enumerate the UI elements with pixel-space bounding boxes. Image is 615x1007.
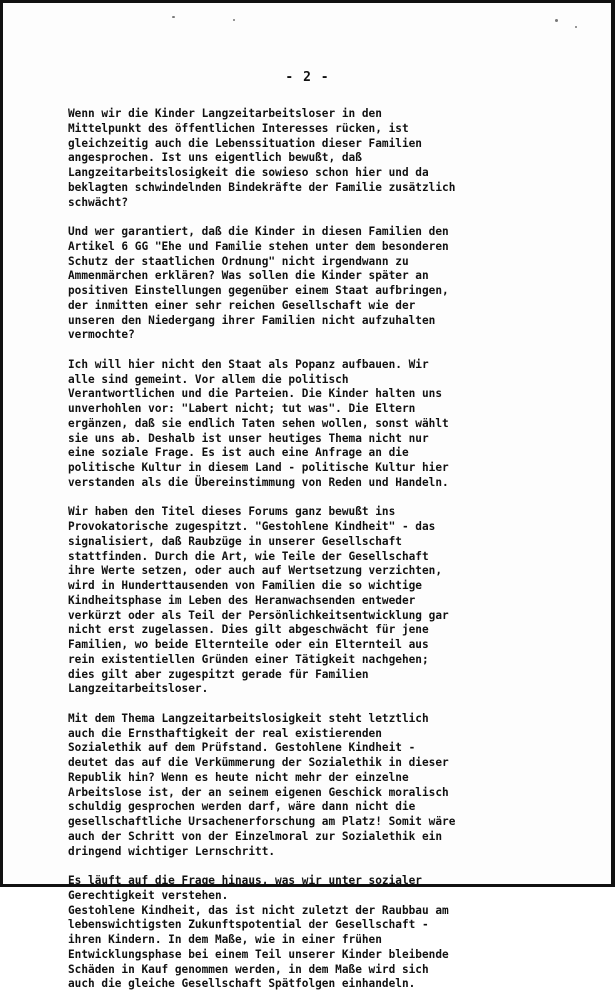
paragraph bbox=[68, 712, 568, 860]
text-line: Provokatorische zugespitzt. "Gestohlene Kindheit" - das bbox=[68, 520, 436, 533]
text-line: Es läuft auf die Frage hinaus, was wir unter sozialer bbox=[68, 874, 422, 887]
text-line: Kindheitsphase im Leben des Heranwachsenden entweder bbox=[68, 593, 416, 607]
text-line: Langzeitarbeitslosigkeit die sowieso schon hier und da bbox=[68, 166, 429, 179]
text-line: schwächt? bbox=[68, 195, 129, 209]
text-line: ihre Werte setzen, oder auch auf Wertsetzung verzichten, bbox=[68, 564, 443, 578]
scan-speck bbox=[233, 19, 235, 21]
text-line: Wir haben den Titel dieses Forums ganz bewußt ins bbox=[68, 505, 396, 519]
text-line: Mittelpunkt des öffentlichen Interesses rücken, ist bbox=[68, 121, 409, 135]
text-line: eine soziale Frage. Es ist auch eine Anfrage an die bbox=[68, 446, 409, 460]
text-line: ergänzen, daß sie endlich Taten sehen wollen, sonst wählt bbox=[68, 416, 449, 430]
text-line: Gerechtigkeit verstehen. bbox=[68, 888, 229, 902]
text-line: nicht erst zugelassen. Dies gilt abgeschwächt für jene bbox=[68, 623, 429, 637]
text-line: Schäden in Kauf genommen werden, in dem Maße wird sich bbox=[68, 962, 429, 976]
text-line: Wenn wir die Kinder Langzeitarbeitsloser in den bbox=[68, 107, 382, 120]
text-line: verkürzt oder als Teil der Persönlichkeitsentwicklung gar bbox=[68, 608, 449, 622]
text-line: der inmitten einer sehr reichen Gesellschaft wie der bbox=[68, 298, 416, 312]
paragraph bbox=[68, 225, 568, 343]
text-line: signalisiert, daß Raubzüge in unserer Gesellschaft bbox=[68, 534, 402, 548]
paragraph bbox=[68, 904, 568, 993]
scan-border-left bbox=[0, 0, 3, 887]
text-line: Ammenmärchen erklären? Was sollen die Kinder später an bbox=[68, 269, 429, 283]
text-line: ihren Kindern. In dem Maße, wie in einer frühen bbox=[68, 933, 382, 946]
text-line: Mit dem Thema Langzeitarbeitslosigkeit steht letztlich bbox=[68, 711, 429, 725]
paragraph bbox=[68, 874, 568, 904]
text-line: Republik hin? Wenn es heute nicht mehr der einzelne bbox=[68, 770, 409, 784]
text-line: dringend wichtiger Lernschritt. bbox=[68, 844, 276, 858]
text-line: Sozialethik auf dem Prüfstand. Gestohlene Kindheit - bbox=[68, 741, 416, 755]
scan-speck bbox=[172, 16, 175, 18]
text-line: Familien, wo beide Elternteile oder ein Elternteil aus bbox=[68, 638, 429, 651]
text-line: auch der Schritt von der Einzelmoral zur Sozialethik ein bbox=[68, 829, 443, 843]
text-line: sie uns ab. Deshalb ist unser heutiges Thema nicht nur bbox=[68, 431, 429, 445]
text-line: Schutz der staatlichen Ordnung" nicht irgendwann zu bbox=[68, 254, 409, 268]
text-line: gesellschaftliche Ursachenerforschung am Platz! Somit wäre bbox=[68, 815, 456, 828]
scan-speck bbox=[575, 26, 577, 28]
scan-border-right bbox=[611, 0, 615, 887]
text-line: angesprochen. Ist uns eigentlich bewußt, daß bbox=[68, 151, 362, 165]
text-line: beklagten schwindelnden Bindekräfte der Familie zusätzlich bbox=[68, 180, 456, 194]
text-line: stattfinden. Durch die Art, wie Teile der Gesellschaft bbox=[68, 549, 429, 563]
page-number: - 2 - bbox=[285, 70, 330, 85]
text-line: wird in Hunderttausenden von Familien die so wichtige bbox=[68, 579, 422, 592]
paragraph bbox=[68, 505, 568, 697]
text-line: Gestohlene Kindheit, das ist nicht zuletzt der Raubbau am bbox=[68, 903, 449, 917]
document-body bbox=[68, 107, 568, 1007]
text-line: rein existentiellen Gründen einer Tätigkeit nachgehen; bbox=[68, 652, 429, 666]
text-line: Entwicklungsphase bei einem Teil unserer Kinder bleibende bbox=[68, 947, 449, 961]
text-line: vermochte? bbox=[68, 328, 135, 342]
text-line: lebenswichtigsten Zukunftspotential der Gesellschaft - bbox=[68, 918, 429, 932]
text-line: schuldig gesprochen werden darf, wäre dann nicht die bbox=[68, 800, 416, 814]
text-line: verstanden als die Übereinstimmung von Reden und Handeln. bbox=[68, 475, 449, 489]
text-line: Verantwortlichen und die Parteien. Die Kinder halten uns bbox=[68, 387, 443, 401]
text-line: politische Kultur in diesem Land - politische Kultur hier bbox=[68, 461, 449, 474]
text-line: Und wer garantiert, daß die Kinder in diesen Familien den bbox=[68, 225, 449, 238]
text-line: Artikel 6 GG "Ehe und Familie stehen unter dem besonderen bbox=[68, 239, 449, 253]
text-line: dies gilt aber zugespitzt gerade für Familien bbox=[68, 667, 369, 681]
text-line: Ich will hier nicht den Staat als Popanz aufbauen. Wir bbox=[68, 357, 429, 371]
text-line: auch die Ernsthaftigkeit der real existierenden bbox=[68, 726, 382, 740]
text-line: gleichzeitig auch die Lebenssituation dieser Familien bbox=[68, 136, 422, 150]
scan-border-top bbox=[0, 0, 615, 3]
text-line: deutet das auf die Verkümmerung der Sozialethik in dieser bbox=[68, 756, 449, 769]
scan-speck bbox=[555, 19, 558, 22]
paragraph bbox=[68, 107, 568, 210]
text-line: auch die gleiche Gesellschaft Spätfolgen einhandeln. bbox=[68, 977, 416, 991]
text-line: positiven Einstellungen gegenüber einem Staat aufbringen, bbox=[68, 284, 449, 297]
text-line: Langzeitarbeitsloser. bbox=[68, 682, 209, 696]
text-line: Arbeitslose ist, der an seinem eigenen Geschick moralisch bbox=[68, 785, 449, 799]
text-line: alle sind gemeint. Vor allem die politisch bbox=[68, 372, 349, 386]
paragraph bbox=[68, 358, 568, 491]
text-line: unseren den Niedergang ihrer Familien nicht aufzuhalten bbox=[68, 313, 436, 327]
text-line: unverhohlen vor: "Labert nicht; tut was". Die Eltern bbox=[68, 402, 416, 415]
